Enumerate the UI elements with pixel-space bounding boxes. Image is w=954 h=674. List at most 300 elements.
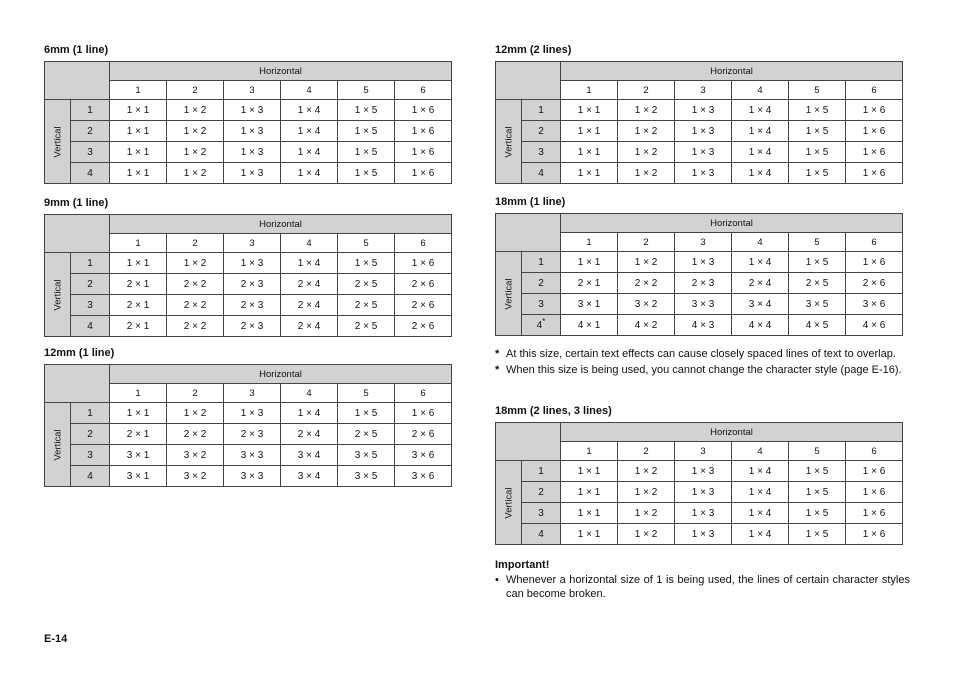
footnotes [495,347,910,379]
table-row [45,142,452,163]
vertical-header-cell [496,100,522,184]
row-number [522,315,561,336]
column-number: 2 [618,233,675,252]
size-cell: 1 × 6 [846,100,903,121]
size-cell: 2 × 2 [167,424,224,445]
vertical-header-cell [45,403,71,487]
column-number: 1 [110,234,167,253]
size-cell: 1 × 1 [561,252,618,273]
size-cell: 3 × 5 [338,466,395,487]
column-number: 3 [224,81,281,100]
table-row [496,461,903,482]
important-title: Important! [495,559,550,571]
size-cell: 1 × 6 [395,121,452,142]
table-row [496,163,903,184]
size-cell: 1 × 1 [561,163,618,184]
row-number [71,142,110,163]
column-number: 1 [561,233,618,252]
size-cell: 1 × 4 [281,121,338,142]
size-cell: 1 × 2 [167,142,224,163]
column-number: 1 [110,81,167,100]
table-row [496,315,903,336]
size-cell: 1 × 1 [110,163,167,184]
size-cell: 1 × 6 [846,142,903,163]
table-row [45,424,452,445]
column-number: 1 [561,81,618,100]
horizontal-label: Horizontal [561,423,903,442]
column-number: 6 [395,234,452,253]
header-row [45,215,452,234]
row-number-label: 4 [536,319,543,331]
size-cell: 1 × 4 [732,524,789,545]
size-cell: 1 × 6 [846,461,903,482]
size-cell: 1 × 4 [732,482,789,503]
row-number-label: 2 [538,125,544,137]
size-cell: 2 × 6 [395,424,452,445]
column-number: 3 [675,442,732,461]
size-cell: 1 × 3 [675,524,732,545]
corner-cell [496,62,561,100]
size-cell: 1 × 4 [732,163,789,184]
table-row [45,316,452,337]
size-cell: 3 × 1 [110,466,167,487]
header-row [496,423,903,442]
size-cell: 2 × 2 [167,295,224,316]
size-cell: 1 × 4 [732,121,789,142]
column-number: 3 [224,384,281,403]
size-cell: 1 × 6 [846,503,903,524]
size-cell: 4 × 5 [789,315,846,336]
row-number [71,316,110,337]
size-cell: 1 × 1 [561,100,618,121]
size-cell: 1 × 4 [281,253,338,274]
size-cell: 3 × 1 [110,445,167,466]
size-cell: 2 × 6 [395,274,452,295]
size-cell: 1 × 6 [846,163,903,184]
vertical-label: Vertical [503,125,514,158]
row-number [71,100,110,121]
row-number-label: 3 [87,299,93,311]
table-row [45,253,452,274]
table-row [496,252,903,273]
size-cell: 2 × 4 [281,274,338,295]
row-number [522,163,561,184]
size-cell: 1 × 3 [675,482,732,503]
size-cell: 3 × 3 [224,445,281,466]
column-number: 4 [281,81,338,100]
table-section-18mm-1-line [495,196,903,336]
vertical-label: Vertical [503,277,514,310]
size-cell: 1 × 5 [789,482,846,503]
column-number: 1 [110,384,167,403]
size-cell: 2 × 2 [618,273,675,294]
size-cell: 1 × 1 [110,142,167,163]
size-cell: 2 × 3 [224,424,281,445]
row-number-label: 4 [87,470,93,482]
size-table [495,61,903,184]
size-cell: 1 × 1 [110,403,167,424]
size-cell: 2 × 2 [167,274,224,295]
row-number [71,295,110,316]
size-cell: 3 × 5 [789,294,846,315]
header-row [496,214,903,233]
table-row [45,445,452,466]
size-table [44,214,452,337]
size-cell: 3 × 5 [338,445,395,466]
row-number-label: 4 [87,167,93,179]
size-cell: 2 × 3 [675,273,732,294]
row-number-label: 1 [538,104,544,116]
size-table [44,364,452,487]
column-number: 4 [281,234,338,253]
size-cell: 1 × 2 [618,252,675,273]
size-cell: 3 × 3 [675,294,732,315]
footnote [495,363,910,377]
row-number [71,466,110,487]
size-cell: 1 × 1 [561,482,618,503]
row-number [522,524,561,545]
size-cell: 2 × 3 [224,316,281,337]
row-number [71,121,110,142]
size-cell: 2 × 4 [732,273,789,294]
table-row [496,142,903,163]
size-cell: 1 × 5 [789,163,846,184]
corner-cell [496,214,561,252]
important-notice [495,558,910,601]
size-cell: 1 × 4 [732,252,789,273]
row-number [522,503,561,524]
vertical-header-cell [45,253,71,337]
column-number: 5 [338,234,395,253]
size-cell: 1 × 6 [846,482,903,503]
column-number: 6 [395,384,452,403]
size-cell: 1 × 6 [395,163,452,184]
size-cell: 1 × 1 [561,121,618,142]
table-title: 18mm (2 lines, 3 lines) [495,405,612,417]
size-cell: 1 × 3 [675,100,732,121]
size-table [495,213,903,336]
row-number-label: 3 [538,507,544,519]
row-number-label: 3 [87,449,93,461]
size-cell: 1 × 2 [618,461,675,482]
row-number-label: 2 [87,428,93,440]
table-row [45,163,452,184]
size-cell: 2 × 1 [110,316,167,337]
column-number: 5 [338,384,395,403]
size-cell: 2 × 5 [338,316,395,337]
table-section-9mm-1-line [44,197,452,337]
size-cell: 2 × 1 [110,274,167,295]
bullet-icon: • [495,574,499,586]
size-cell: 1 × 6 [846,524,903,545]
size-cell: 1 × 5 [338,403,395,424]
table-row [496,294,903,315]
size-cell: 2 × 1 [110,424,167,445]
column-number: 5 [338,81,395,100]
header-row [45,62,452,81]
size-cell: 1 × 5 [789,252,846,273]
column-number: 2 [618,442,675,461]
size-cell: 2 × 4 [281,316,338,337]
row-number-label: 2 [87,125,93,137]
table-title: 6mm (1 line) [44,44,109,56]
size-cell: 1 × 1 [561,524,618,545]
footnote-text: At this size, certain text effects can cause closely spaced lines of text to overlap. [506,348,896,360]
size-cell: 3 × 1 [561,294,618,315]
table-row [45,295,452,316]
column-number: 1 [561,442,618,461]
size-cell: 3 × 2 [167,445,224,466]
size-cell: 1 × 2 [618,163,675,184]
size-cell: 1 × 2 [618,142,675,163]
size-cell: 2 × 4 [281,295,338,316]
table-row [496,273,903,294]
row-number [522,121,561,142]
table-section-6mm-1-line [44,44,452,184]
size-cell: 1 × 5 [338,121,395,142]
table-row [496,121,903,142]
size-cell: 1 × 1 [561,461,618,482]
row-number-label: 3 [538,146,544,158]
size-cell: 1 × 3 [224,142,281,163]
table-section-18mm-2-3-lines [495,405,903,545]
size-cell: 1 × 4 [281,100,338,121]
column-number: 4 [732,442,789,461]
size-cell: 1 × 1 [561,503,618,524]
row-number-label: 2 [538,277,544,289]
table-row [496,482,903,503]
footnote-text: When this size is being used, you cannot change the character style (page E-16). [506,364,902,376]
vertical-label: Vertical [52,428,63,461]
size-cell: 3 × 2 [618,294,675,315]
size-cell: 3 × 3 [224,466,281,487]
size-cell: 1 × 3 [675,142,732,163]
table-row [45,121,452,142]
table-row [45,100,452,121]
size-cell: 2 × 6 [846,273,903,294]
row-number-label: 2 [538,486,544,498]
size-cell: 2 × 2 [167,316,224,337]
size-cell: 2 × 1 [561,273,618,294]
row-number [71,253,110,274]
size-cell: 1 × 6 [846,252,903,273]
size-table [495,422,903,545]
footnote [495,347,910,361]
size-cell: 2 × 5 [338,295,395,316]
size-cell: 2 × 5 [338,274,395,295]
size-cell: 1 × 2 [167,163,224,184]
column-number: 2 [618,81,675,100]
size-cell: 3 × 6 [395,466,452,487]
row-number-label: 1 [538,256,544,268]
size-cell: 1 × 5 [338,100,395,121]
page-number: E-14 [44,633,68,645]
horizontal-label: Horizontal [561,214,903,233]
size-cell: 2 × 6 [395,295,452,316]
vertical-label: Vertical [503,486,514,519]
size-cell: 1 × 1 [110,253,167,274]
size-cell: 2 × 3 [224,295,281,316]
size-cell: 1 × 4 [732,461,789,482]
row-number-label: 3 [538,298,544,310]
size-cell: 1 × 2 [167,121,224,142]
size-cell: 1 × 6 [395,253,452,274]
size-cell: 1 × 5 [789,461,846,482]
size-cell: 1 × 2 [167,100,224,121]
size-cell: 1 × 2 [167,403,224,424]
important-bullet-item [495,573,910,601]
size-cell: 1 × 3 [224,403,281,424]
column-number: 5 [789,81,846,100]
corner-cell [45,365,110,403]
size-cell: 1 × 6 [395,403,452,424]
size-cell: 1 × 2 [618,100,675,121]
row-number [522,461,561,482]
row-number [522,252,561,273]
column-number: 6 [395,81,452,100]
vertical-label: Vertical [52,125,63,158]
corner-cell [45,215,110,253]
row-number [522,100,561,121]
size-cell: 2 × 4 [281,424,338,445]
table-title: 18mm (1 line) [495,196,566,208]
size-cell: 1 × 3 [224,253,281,274]
corner-cell [45,62,110,100]
row-number [71,403,110,424]
table-title: 12mm (1 line) [44,347,115,359]
horizontal-label: Horizontal [110,365,452,384]
header-row [496,62,903,81]
size-cell: 1 × 3 [224,100,281,121]
size-cell: 1 × 2 [167,253,224,274]
size-cell: 2 × 3 [224,274,281,295]
row-number [71,445,110,466]
column-number: 6 [846,233,903,252]
table-title: 12mm (2 lines) [495,44,572,56]
size-cell: 1 × 2 [618,503,675,524]
size-cell: 1 × 5 [789,121,846,142]
asterisk-mark: * [495,364,500,376]
size-cell: 1 × 2 [618,482,675,503]
column-number: 4 [281,384,338,403]
size-cell: 1 × 3 [675,121,732,142]
asterisk-mark: * [542,316,546,326]
size-cell: 1 × 5 [338,253,395,274]
table-row [496,100,903,121]
row-number-label: 4 [87,320,93,332]
column-number: 2 [167,81,224,100]
size-cell: 1 × 4 [732,100,789,121]
row-number [522,142,561,163]
size-cell: 1 × 4 [281,403,338,424]
row-number-label: 1 [538,465,544,477]
table-row [45,466,452,487]
horizontal-label: Horizontal [110,215,452,234]
size-cell: 1 × 5 [789,503,846,524]
size-cell: 1 × 6 [395,142,452,163]
row-number-label: 4 [538,167,544,179]
column-number: 5 [789,442,846,461]
size-cell: 1 × 5 [338,142,395,163]
row-number-label: 2 [87,278,93,290]
size-cell: 1 × 3 [675,252,732,273]
size-cell: 1 × 4 [281,163,338,184]
row-number-label: 3 [87,146,93,158]
size-cell: 2 × 5 [789,273,846,294]
table-row [45,403,452,424]
column-number: 4 [732,81,789,100]
corner-cell [496,423,561,461]
size-cell: 1 × 5 [789,524,846,545]
size-cell: 1 × 6 [846,121,903,142]
table-row [45,274,452,295]
size-cell: 2 × 6 [395,316,452,337]
size-cell: 1 × 5 [338,163,395,184]
table-section-12mm-1-line [44,347,452,487]
size-table [44,61,452,184]
row-number [522,294,561,315]
table-row [496,524,903,545]
row-number [71,274,110,295]
size-cell: 1 × 1 [561,142,618,163]
size-cell: 1 × 2 [618,121,675,142]
size-cell: 1 × 3 [224,163,281,184]
size-cell: 3 × 4 [281,466,338,487]
size-cell: 3 × 4 [732,294,789,315]
size-cell: 1 × 2 [618,524,675,545]
row-number [71,163,110,184]
table-title: 9mm (1 line) [44,197,109,209]
column-number: 6 [846,442,903,461]
size-cell: 4 × 6 [846,315,903,336]
row-number [522,482,561,503]
column-number: 5 [789,233,846,252]
size-cell: 2 × 5 [338,424,395,445]
column-number: 3 [675,233,732,252]
column-number: 6 [846,81,903,100]
horizontal-label: Horizontal [561,62,903,81]
important-text: Whenever a horizontal size of 1 is being used, the lines of certain character styles can become broken. [506,574,910,600]
row-number [522,273,561,294]
size-cell: 1 × 4 [732,142,789,163]
size-cell: 3 × 4 [281,445,338,466]
table-row [496,503,903,524]
size-cell: 3 × 6 [846,294,903,315]
size-cell: 1 × 3 [675,503,732,524]
header-row [45,365,452,384]
vertical-label: Vertical [52,278,63,311]
row-number-label: 1 [87,104,93,116]
size-cell: 1 × 6 [395,100,452,121]
size-cell: 4 × 4 [732,315,789,336]
size-cell: 1 × 1 [110,121,167,142]
size-cell: 1 × 4 [281,142,338,163]
asterisk-mark: * [495,348,500,360]
column-number: 3 [224,234,281,253]
size-cell: 1 × 3 [224,121,281,142]
size-cell: 3 × 6 [395,445,452,466]
size-cell: 4 × 2 [618,315,675,336]
column-number: 4 [732,233,789,252]
row-number [71,424,110,445]
size-cell: 1 × 1 [110,100,167,121]
size-cell: 1 × 4 [732,503,789,524]
row-number-label: 1 [87,407,93,419]
column-number: 2 [167,384,224,403]
size-cell: 1 × 3 [675,163,732,184]
column-number: 3 [675,81,732,100]
size-cell: 1 × 5 [789,142,846,163]
